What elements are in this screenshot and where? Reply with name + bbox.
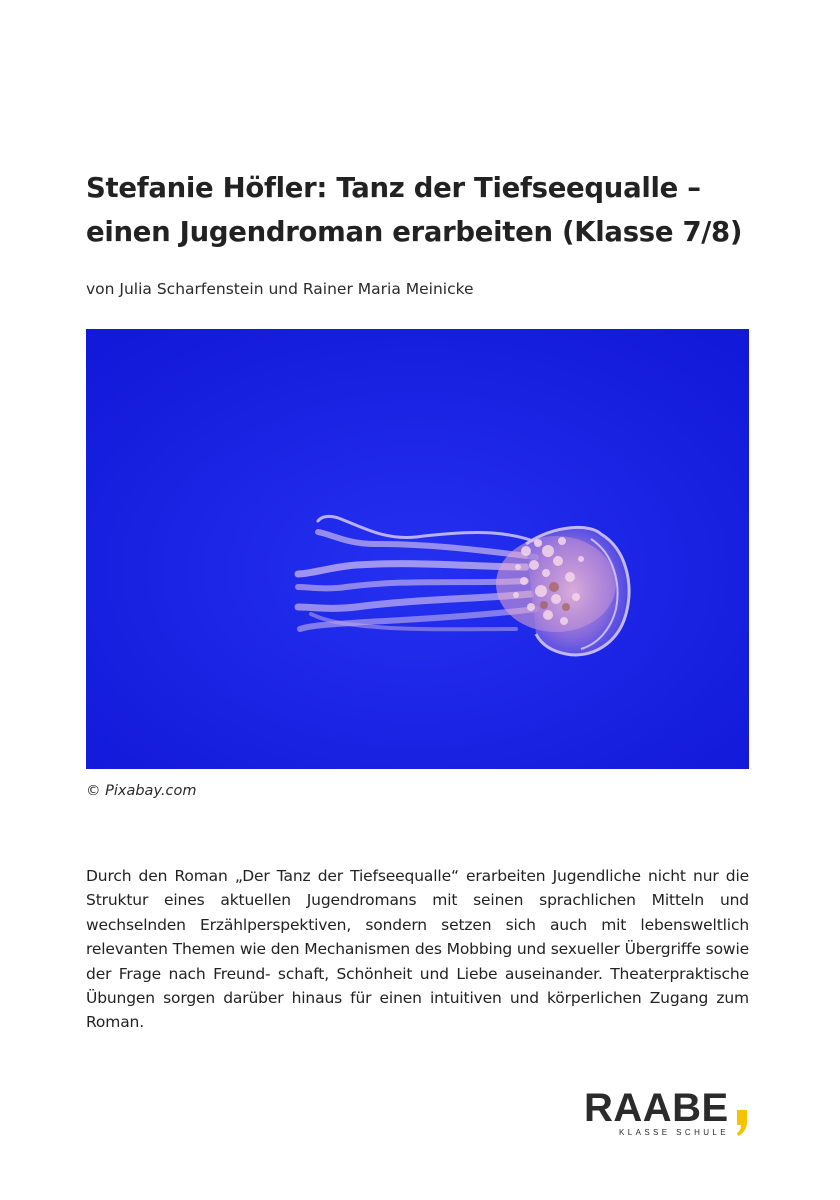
jellyfish-illustration xyxy=(86,329,749,769)
logo-wordmark: RAABE xyxy=(584,1086,729,1130)
abstract-paragraph: Durch den Roman „Der Tanz der Tiefseequalle“ erarbeiten Jugendliche nicht nur die Struktur eines aktuellen Jugendromans mit seinen sprachlichen Mitteln und wechselnden Erzählperspektiven, sondern setzen sich auch mit lebensweltlich relevanten Themen wie den Mechanismen des Mobbing und sexueller Übergriffe sowie der Frage nach Freund- schaft, Schönheit und Liebe auseinander. Theaterpraktische Übungen sorgen darüber hinaus für einen intuitiven und körperlichen Zugang zum Roman. xyxy=(86,867,749,1032)
raabe-logo xyxy=(584,1088,754,1144)
document-title: Stefanie Höfler: Tanz der Tiefseequalle – einen Jugendroman erarbeiten (Klasse 7/8) xyxy=(86,172,743,248)
logo-comma-icon xyxy=(734,1096,750,1136)
jellyfish-photo xyxy=(86,329,749,769)
document-authors: von Julia Scharfenstein und Rainer Maria Meinicke xyxy=(86,280,474,298)
image-credit: © Pixabay.com xyxy=(86,783,197,799)
logo-tagline: KLASSE SCHULE xyxy=(619,1128,730,1137)
